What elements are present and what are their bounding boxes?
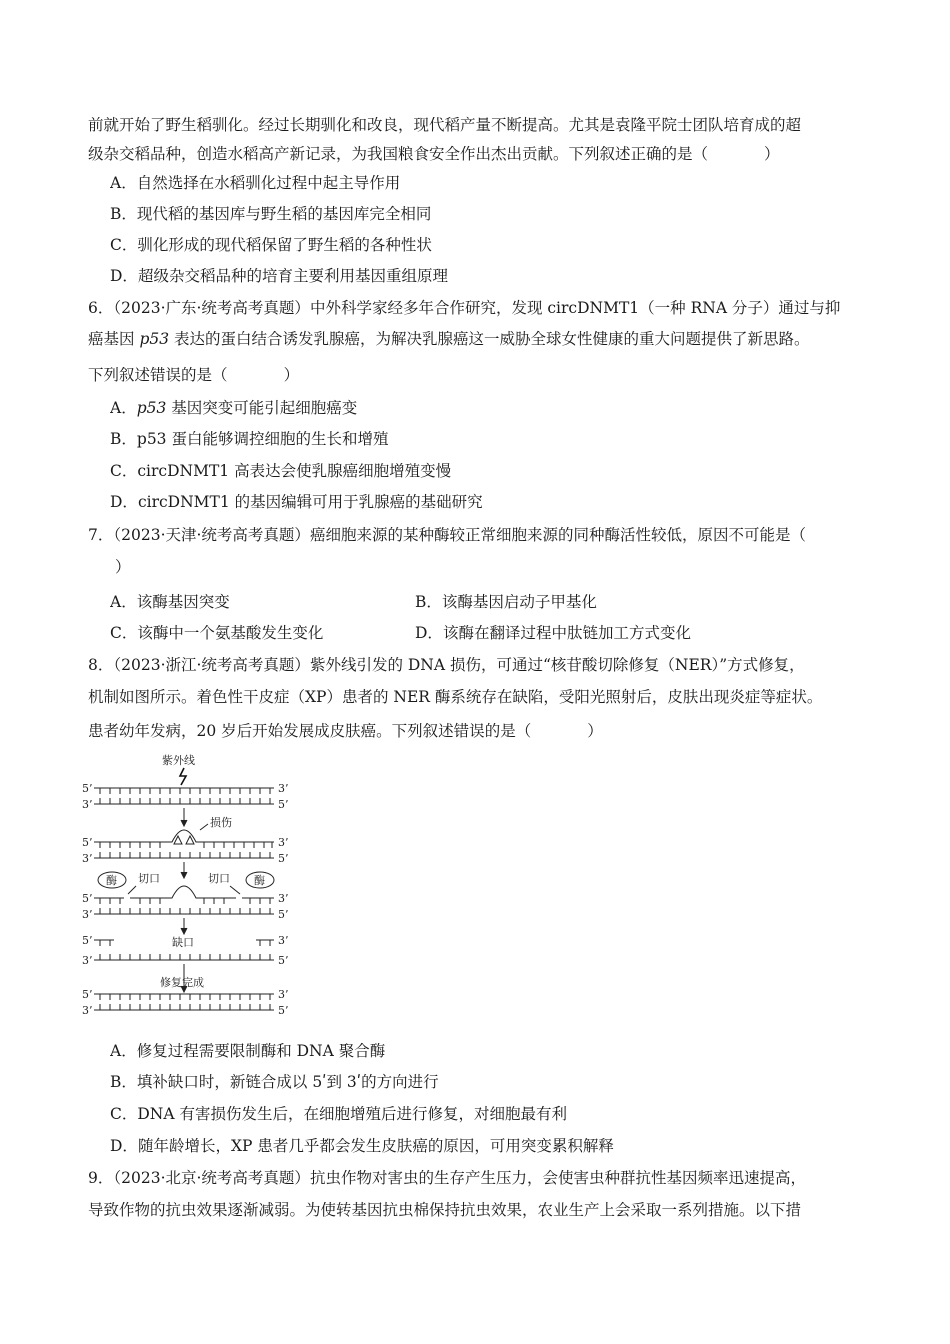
q8-stem-line-2: 机制如图所示。着色性干皮症（XP）患者的 NER 酶系统存在缺陷，受阳光照射后，皮肤出现炎症等症状。 — [88, 688, 823, 706]
q6-option-a: A．p53 基因突变可能引起细胞癌变 — [110, 399, 358, 417]
q5-text-line-2: 级杂交稻品种，创造水稻高产新记录，为我国粮食安全作出杰出贡献。下列叙述正确的是（ ） — [88, 145, 780, 163]
q6-option-c: C．circDNMT1 高表达会使乳腺癌细胞增殖变慢 — [110, 462, 452, 480]
q7-stem-line-1: 7．（2023·天津·统考高考真题）癌细胞来源的某种酶较正常细胞来源的同种酶活性较低，原因不可能是（ — [88, 526, 806, 544]
svg-text:5’: 5’ — [278, 1004, 289, 1017]
lightning-icon — [180, 768, 186, 785]
q8-option-a: A．修复过程需要限制酶和 DNA 聚合酶 — [110, 1042, 386, 1060]
svg-text:3’: 3’ — [278, 988, 289, 1001]
q9-source: （2023·北京·统考高考真题） — [113, 1169, 310, 1187]
q9-number: 9． — [88, 1169, 114, 1187]
svg-text:5’: 5’ — [278, 852, 289, 865]
svg-text:3’: 3’ — [82, 852, 93, 865]
svg-text:3’: 3’ — [278, 892, 289, 905]
q5-option-c: C．驯化形成的现代稻保留了野生稻的各种性状 — [110, 236, 432, 254]
q7-stem-line-2: ） — [115, 558, 131, 576]
svg-text:5’: 5’ — [82, 892, 93, 905]
damage-pointer — [200, 824, 208, 830]
svg-text:3’: 3’ — [278, 836, 289, 849]
row1-ticks — [100, 788, 270, 804]
q7-option-c: C．该酶中一个氨基酸发生变化 — [110, 624, 324, 642]
repair-done-label: 修复完成 — [160, 976, 204, 989]
svg-text:5’: 5’ — [82, 988, 93, 1001]
uv-label: 紫外线 — [162, 754, 195, 767]
gap-label: 缺口 — [172, 936, 194, 949]
q6-option-d: D．circDNMT1 的基因编辑可用于乳腺癌的基础研究 — [110, 493, 483, 511]
q8-option-c: C．DNA 有害损伤发生后，在细胞增殖后进行修复，对细胞最有利 — [110, 1105, 567, 1123]
q9-stem-line-2: 导致作物的抗虫效果逐渐减弱。为使转基因抗虫棉保持抗虫效果，农业生产上会采取一系列措施。以下措 — [88, 1201, 802, 1219]
q8-option-b: B．填补缺口时，新链合成以 5ʹ到 3ʹ的方向进行 — [110, 1073, 439, 1091]
svg-text:3’: 3’ — [82, 908, 93, 921]
q6-stem-line-1: 6．（2023·广东·统考高考真题）中外科学家经多年合作研究，发现 circDNMT1（一种 RNA 分子）通过与抑 — [88, 299, 841, 317]
q9-stem-line-1: 9．（2023·北京·统考高考真题）抗虫作物对害虫的生存产生压力，会使害虫种群抗性基因频率迅速提高， — [88, 1169, 806, 1187]
cut-label-left: 切口 — [138, 872, 160, 885]
svg-text:5’: 5’ — [278, 798, 289, 811]
q6-stem-line-3: 下列叙述错误的是（ ） — [88, 366, 300, 384]
svg-text:3’: 3’ — [82, 954, 93, 967]
q5-option-a: A．自然选择在水稻驯化过程中起主导作用 — [110, 174, 401, 192]
q7-number: 7． — [88, 526, 114, 544]
q7-option-b: B．该酶基因启动子甲基化 — [415, 593, 597, 611]
svg-text:酶: 酶 — [106, 874, 117, 887]
svg-text:5’: 5’ — [278, 908, 289, 921]
cut-label-right: 切口 — [208, 872, 230, 885]
svg-text:3’: 3’ — [82, 1004, 93, 1017]
ner-repair-diagram — [80, 752, 300, 1027]
q8-number: 8． — [88, 656, 114, 674]
q6-option-b: B．p53 蛋白能够调控细胞的生长和增殖 — [110, 430, 389, 448]
svg-text:5’: 5’ — [82, 782, 93, 795]
q6-stem-line-2: 癌基因 p53 表达的蛋白结合诱发乳腺癌，为解决乳腺癌这一威胁全球女性健康的重大问题提供了新思路。 — [88, 330, 810, 348]
q7-option-d: D．该酶在翻译过程中肽链加工方式变化 — [415, 624, 691, 642]
q5-text-line-1: 前就开始了野生稻驯化。经过长期驯化和改良，现代稻产量不断提高。尤其是袁隆平院士团队培育成的超 — [88, 116, 802, 134]
q8-stem-line-1: 8．（2023·浙江·统考高考真题）紫外线引发的 DNA 损伤，可通过“核苷酸切除修复（NER）”方式修复， — [88, 656, 805, 674]
q6-source: （2023·广东·统考高考真题） — [113, 299, 310, 317]
svg-text:5’: 5’ — [82, 934, 93, 947]
svg-text:酶: 酶 — [254, 874, 265, 887]
q5-option-d: D．超级杂交稻品种的培育主要利用基因重组原理 — [110, 267, 448, 285]
q7-source: （2023·天津·统考高考真题） — [113, 526, 310, 544]
damage-label: 损伤 — [210, 816, 232, 829]
q8-option-d: D．随年龄增长，XP 患者几乎都会发生皮肤癌的原因，可用突变累积解释 — [110, 1137, 614, 1155]
q8-source: （2023·浙江·统考高考真题） — [113, 656, 310, 674]
q6-number: 6． — [88, 299, 114, 317]
svg-text:3’: 3’ — [278, 934, 289, 947]
svg-text:3’: 3’ — [82, 798, 93, 811]
q8-stem-line-3: 患者幼年发病，20 岁后开始发展成皮肤癌。下列叙述错误的是（ ） — [88, 722, 603, 740]
q7-option-a: A．该酶基因突变 — [110, 593, 230, 611]
svg-text:3’: 3’ — [278, 782, 289, 795]
q5-option-b: B．现代稻的基因库与野生稻的基因库完全相同 — [110, 205, 432, 223]
svg-text:5’: 5’ — [278, 954, 289, 967]
svg-text:5’: 5’ — [82, 836, 93, 849]
